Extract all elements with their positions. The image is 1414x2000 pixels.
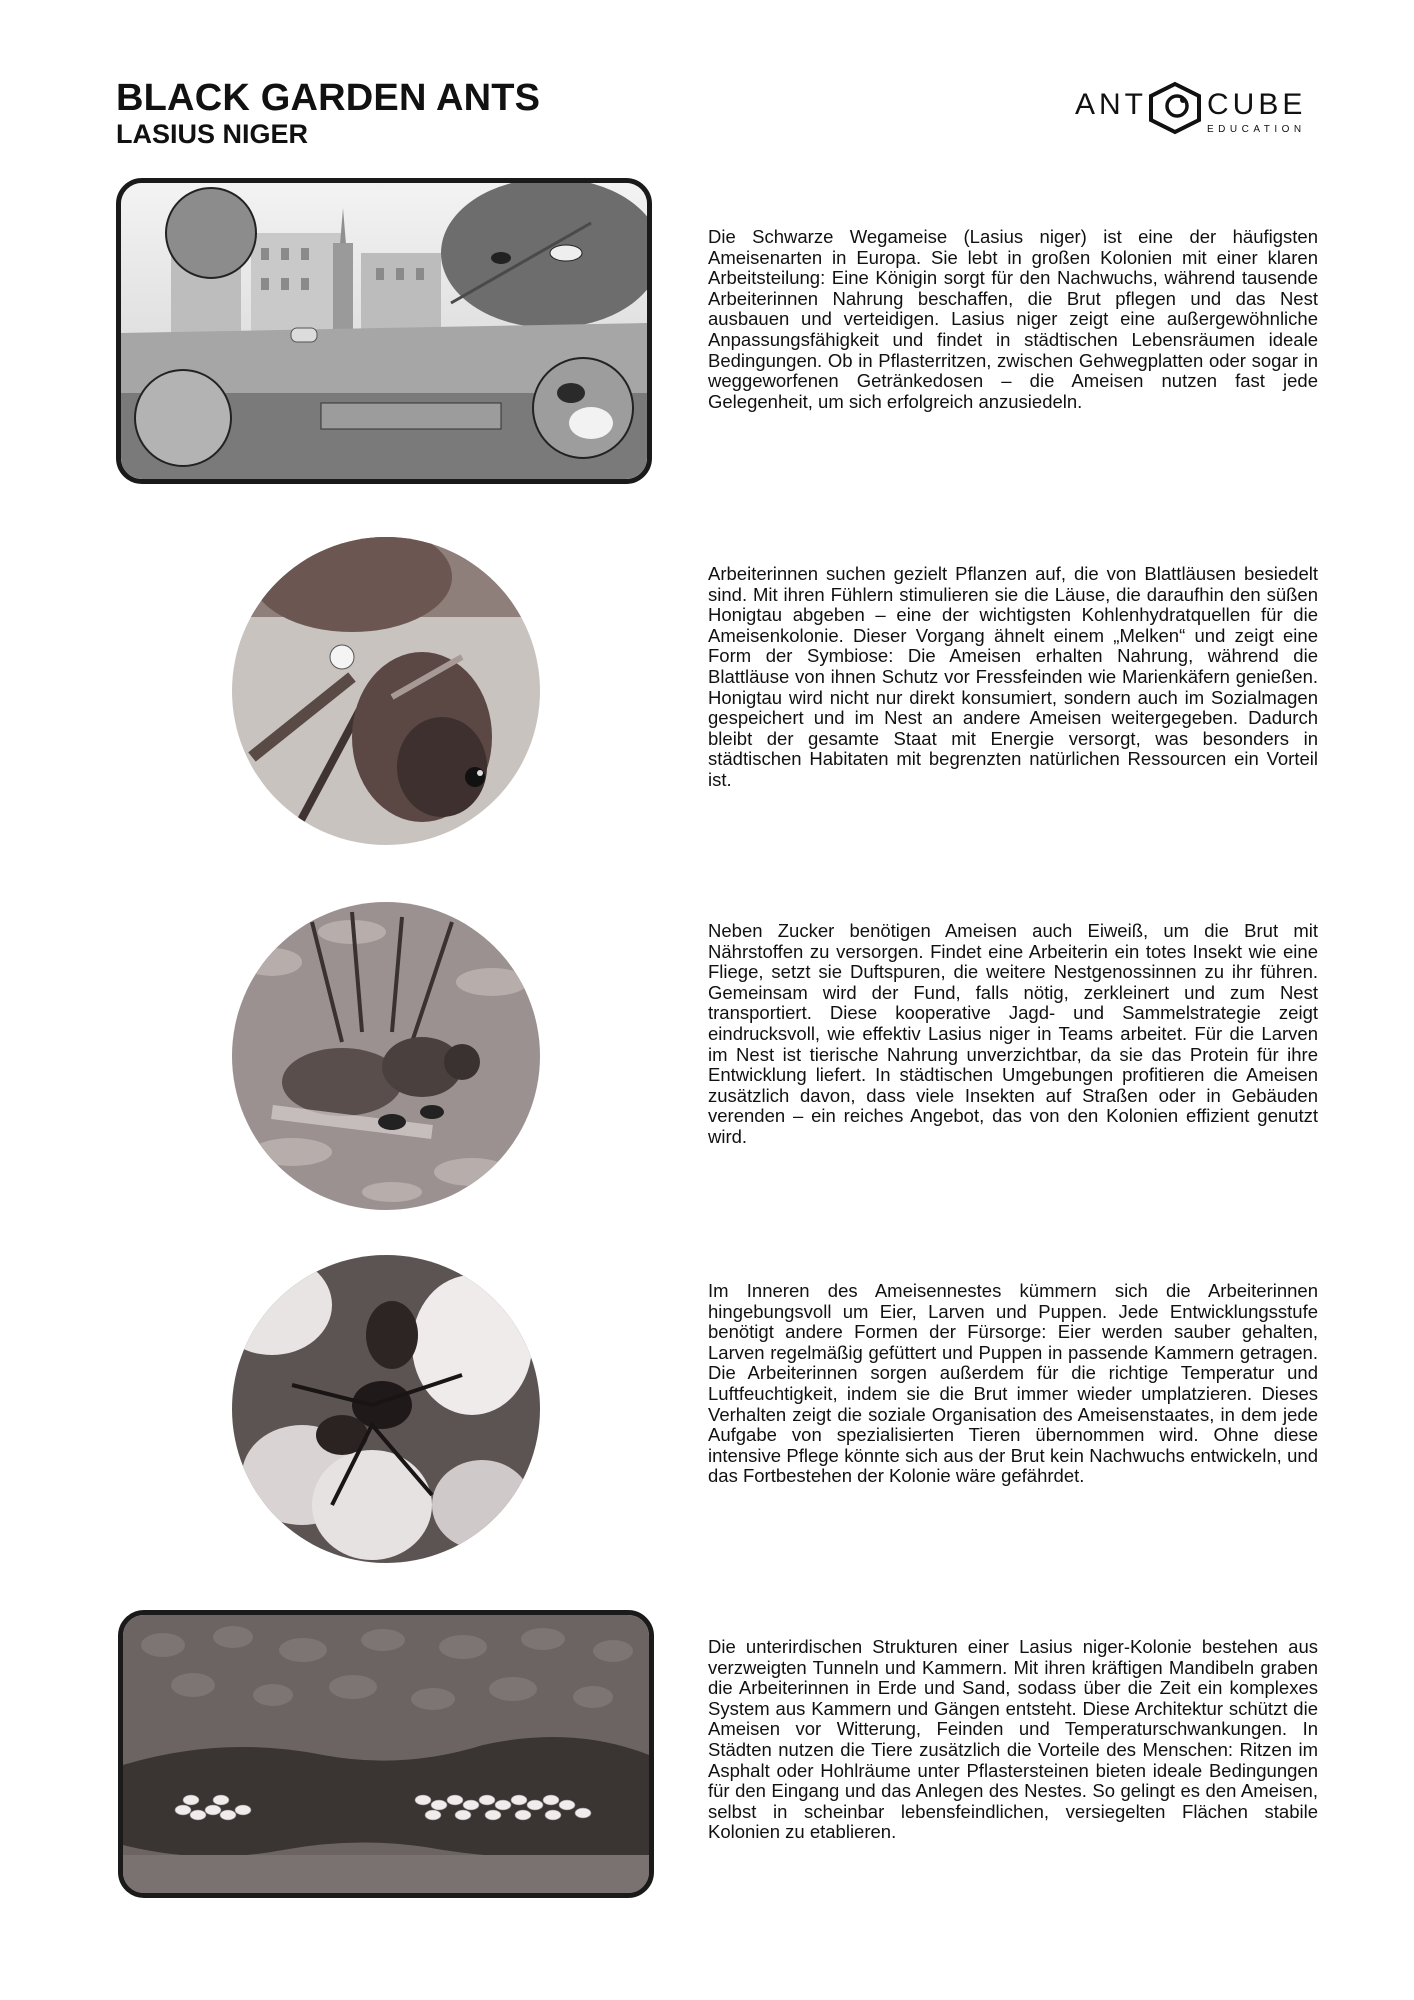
antcube-logo <box>1075 70 1325 140</box>
underground-nest-tunnels-illustration <box>118 1610 654 1898</box>
ant-milking-aphid-illustration <box>232 537 540 845</box>
section-1-text: Die Schwarze Wegameise (Lasius niger) ist eine der häufigsten Ameisenarten in Europa. Sie lebt in großen Kolonien mit einer klaren Arbeitsteilung: Eine Königin sorgt für den Nachwuchs, während tausende Arbeiterinnen Nahrung beschaffen, die Brut pflegen und das Nest ausbauen und verteidigen. Lasius niger zeigt eine außergewöhnliche Anpassungsfähigkeit und findet in städtischen Lebensräumen ideale Bedingungen. Ob in Pflasterritzen, zwischen Gehwegplatten oder sogar in weggeworfenen Getränkedosen – die Ameisen nutzen fast jede Gelegenheit, um sich erfolgreich anzusiedeln. <box>708 226 1318 412</box>
section-4-text: Im Inneren des Ameisennestes kümmern sich die Arbeiterinnen hingebungsvoll um Eier, Larven und Puppen. Jede Entwicklungsstufe benötigt andere Formen der Fürsorge: Eier werden sauber gehalten, Larven regelmäßig gefüttert und Puppen in passende Kammern getragen. Die Arbeiterinnen sorgen außerdem für die richtige Temperatur und Luftfeuchtigkeit, indem sie die Brut immer wieder umplatzieren. Dieses Verhalten zeigt die soziale Organisation des Ameisenstaates, in dem jede Aufgabe von spezialisierten Tieren übernommen wird. Ohne diese intensive Pflege könnte sich aus der Brut kein Nachwuchs entwickeln, und das Fortbestehen der Kolonie wäre gefährdet. <box>708 1280 1318 1487</box>
section-3-text: Neben Zucker benötigen Ameisen auch Eiweiß, um die Brut mit Nährstoffen zu versorgen. Findet eine Arbeiterin ein totes Insekt wie eine Fliege, setzt sie Duftspuren, die weitere Nestgenossinnen zu ihr führen. Gemeinsam wird der Fund, falls nötig, zerkleinert und zum Nest transportiert. Diese kooperative Jagd- und Sammelstrategie zeigt eindrucksvoll, wie effektiv Lasius niger in Teams arbeitet. Für die Larven im Nest ist tierische Nahrung unverzichtbar, da sie das Protein für ihre Entwicklung liefert. In städtischen Umgebungen profitieren die Ameisen zusätzlich davon, dass viele Insekten auf Straßen oder in Gebäuden verenden – ein reiches Angebot, das von den Kolonien effizient genutzt wird. <box>708 920 1318 1147</box>
logo-tagline: EDUCATION <box>1207 124 1306 135</box>
section-5-text: Die unterirdischen Strukturen einer Lasius niger-Kolonie bestehen aus verzweigten Tunneln und Kammern. Mit ihren kräftigen Mandibeln graben die Arbeiterinnen in Erde und Sand, sodass über die Zeit ein komplexes System aus Kammern und Gängen entsteht. Diese Architektur schützt die Ameisen vor Witterung, Feinden und Temperaturschwankungen. In Städten nutzen die Tiere zusätzlich die Vorteile des Menschen: Ritzen im Asphalt oder Hohlräume unter Pflastersteinen bieten ideale Bedingungen für den Eingang und das Anlegen des Nestes. So gelingt es den Ameisen, selbst in scheinbar lebensfeindlichen, versiegelten Flächen stabile Kolonien zu etablieren. <box>708 1636 1318 1843</box>
city-street-ant-collage-illustration <box>116 178 652 484</box>
logo-word-right: CUBE <box>1207 88 1307 121</box>
page-title: BLACK GARDEN ANTS <box>116 77 541 119</box>
section-2-text: Arbeiterinnen suchen gezielt Pflanzen auf, die von Blattläusen besiedelt sind. Mit ihren Fühlern stimulieren sie die Läuse, die daraufhin den süßen Honigtau abgeben – eine der wichtigsten Kohlenhydratquellen für die Ameisenkolonie. Dieser Vorgang ähnelt einem „Melken“ und zeigt eine Form der Symbiose: Die Ameisen erhalten Nahrung, während die Blattläuse von ihnen Schutz vor Fressfeinden wie Marienkäfern genießen. Honigtau wird nicht nur direkt konsumiert, sondern auch im Sozialmagen gespeichert und im Nest an andere Ameisen weitergegeben. Dadurch bleibt der gesamte Staat mit Energie versorgt, was besonders in städtischen Habitaten mit begrenzten natürlichen Ressourcen ein Vorteil ist. <box>708 563 1318 790</box>
page-subtitle: LASIUS NIGER <box>116 119 309 149</box>
ants-carrying-dead-fly-illustration <box>232 902 540 1210</box>
hexagon-ant-icon <box>1151 84 1199 132</box>
ants-tending-brood-illustration <box>232 1255 540 1563</box>
logo-word-left: ANT <box>1075 88 1147 121</box>
title-block <box>116 78 540 150</box>
